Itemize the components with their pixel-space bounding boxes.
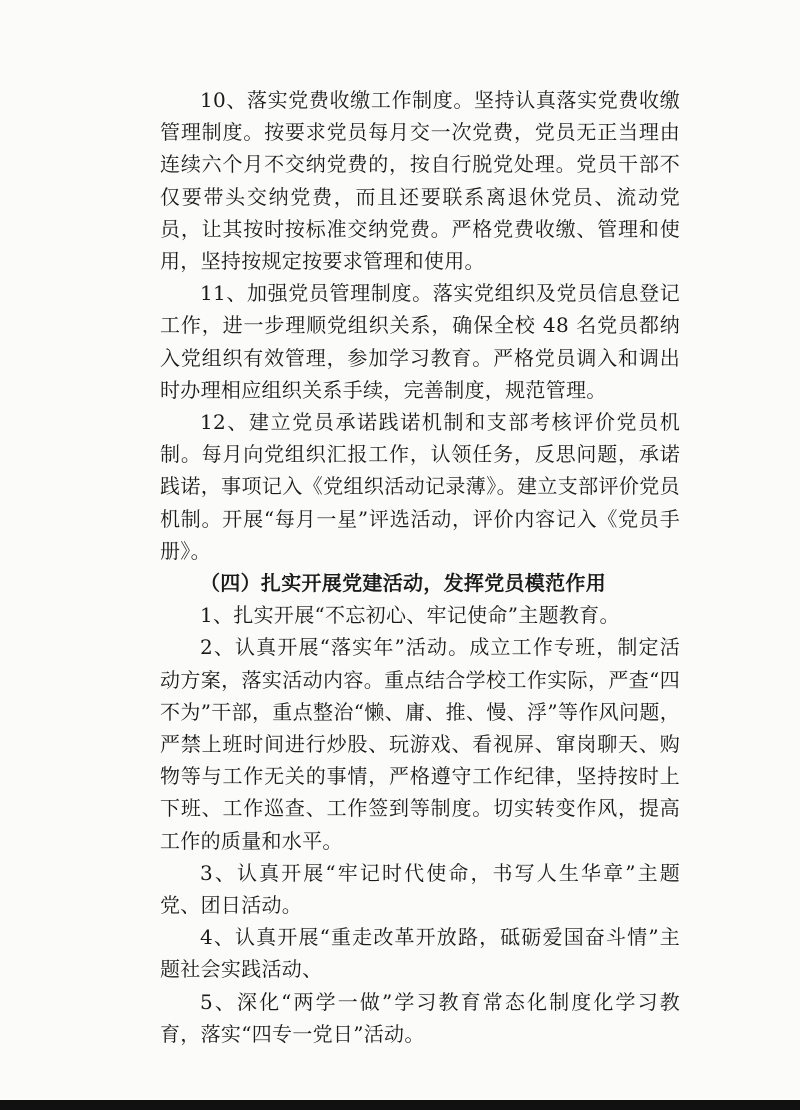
list-item-2: 2、认真开展“落实年”活动。成立工作专班，制定活动方案，落实活动内容。重点结合学校工作实际，严查“四不为”干部，重点整治“懒、庸、推、慢、浮”等作风问题，严禁上班时间进行炒股、玩游戏、看视屏、窜岗聊天、购物等与工作无关的事情，严格遵守工作纪律，坚持按时上下班、工作巡查、工作签到等制度。切实转变作风，提高工作的质量和水平。 [160, 635, 680, 853]
list-item-4: 4、认真开展“重走改革开放路，砥砺爱国奋斗情”主题社会实践活动、 [160, 925, 680, 982]
section-heading: （四）扎实开展党建活动，发挥党员模范作用 [200, 571, 606, 596]
paragraph-item-12: 12、建立党员承诺践诺机制和支部考核评价党员机制。每月向党组织汇报工作，认领任务，反思问题，承诺践诺，事项记入《党组织活动记录薄》。建立支部评价党员机制。开展“每月一星”评选活动，评价内容记入《党员手册》。 [160, 410, 680, 563]
paragraph-item-11: 11、加强党员管理制度。落实党组织及党员信息登记工作，进一步理顺党组织关系，确保全校 48 名党员都纳入党组织有效管理，参加学习教育。严格党员调入和调出时办理相应组织关系手续，完善制度，规范管理。 [160, 281, 680, 402]
list-item-3: 3、认真开展“牢记时代使命，书写人生华章”主题党、团日活动。 [160, 860, 680, 918]
list-item-5: 5、深化“两学一做”学习教育常态化制度化学习教育，落实“四专一党日”活动。 [160, 989, 680, 1046]
paragraph-item-10: 10、落实党费收缴工作制度。坚持认真落实党费收缴管理制度。按要求党员每月交一次党费，党员无正当理由连续六个月不交纳党费的，按自行脱党处理。党员干部不仅要带头交纳党费，而且还要联系离退休党员、流动党员，让其按时按标准交纳党费。严格党费收缴、管理和使用，坚持按规定按要求管理和使用。 [160, 88, 680, 274]
list-item-1: 1、扎实开展“不忘初心、牢记使命”主题教育。 [200, 603, 620, 628]
scan-bottom-edge [0, 1100, 800, 1110]
document-body [160, 84, 680, 1050]
